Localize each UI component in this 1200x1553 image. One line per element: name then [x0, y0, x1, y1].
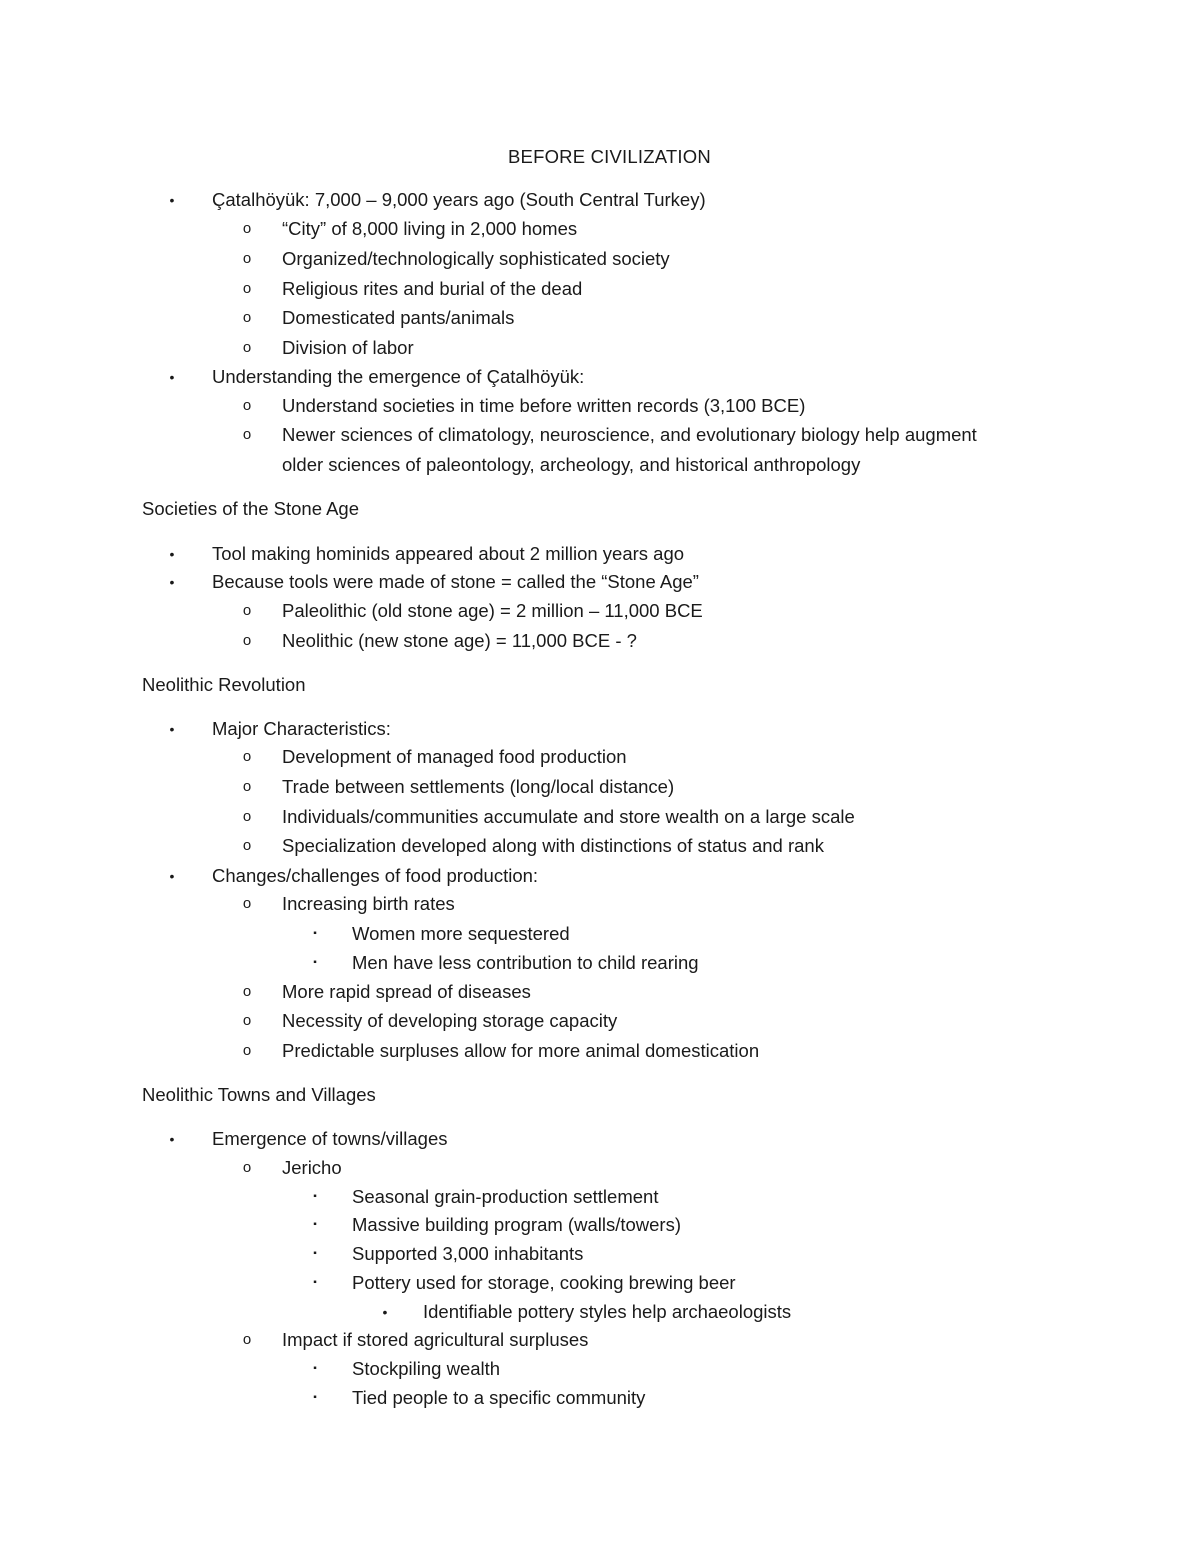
list-item-level2: Paleolithic (old stone age) = 2 million – 11,000 BCE: [282, 600, 703, 621]
list-item-level2: Necessity of developing storage capacity: [282, 1010, 618, 1031]
list-item-level3: Massive building program (walls/towers): [352, 1214, 681, 1235]
list-item-level2: Understand societies in time before written records (3,100 BCE): [282, 395, 806, 416]
list-marker-level2: o: [242, 808, 252, 825]
list-item-level3: Seasonal grain-production settlement: [352, 1186, 659, 1207]
list-item-level2: Division of labor: [282, 337, 414, 358]
list-item-level1: Emergence of towns/villages: [212, 1128, 448, 1149]
list-marker-level2: o: [242, 837, 252, 854]
list-marker-level1: •: [169, 1131, 175, 1147]
list-item-level1: Major Characteristics:: [212, 718, 391, 739]
list-item-level3: Pottery used for storage, cooking brewing beer: [352, 1272, 736, 1293]
list-marker-level3: ▪: [313, 1392, 317, 1403]
list-item-level1: Changes/challenges of food production:: [212, 865, 539, 886]
list-marker-level2: o: [242, 250, 252, 267]
list-marker-level2: o: [242, 983, 252, 1000]
list-item-level3: Tied people to a specific community: [352, 1387, 646, 1408]
list-item-level2: Newer sciences of climatology, neuroscience, and evolutionary biology help augment: [282, 424, 977, 445]
list-item-level2: Organized/technologically sophisticated society: [282, 248, 670, 269]
list-marker-level2: o: [242, 397, 252, 414]
list-marker-level2: o: [242, 1331, 252, 1348]
list-item-level3: Men have less contribution to child rearing: [352, 952, 699, 973]
list-marker-level2: o: [242, 778, 252, 795]
list-item-level2: Impact if stored agricultural surpluses: [282, 1329, 589, 1350]
list-marker-level3: ▪: [313, 1248, 317, 1259]
list-marker-level1: •: [169, 868, 175, 884]
section-heading: Societies of the Stone Age: [142, 498, 360, 519]
list-item-level2: Domesticated pants/animals: [282, 307, 515, 328]
list-item-level2: Predictable surpluses allow for more animal domestication: [282, 1040, 760, 1061]
section-heading: Neolithic Towns and Villages: [142, 1084, 376, 1105]
list-marker-level2: o: [242, 1042, 252, 1059]
list-marker-level1: •: [169, 192, 175, 208]
list-item-level2: Development of managed food production: [282, 746, 627, 767]
list-marker-level2: o: [242, 220, 252, 237]
list-marker-level2: o: [242, 426, 252, 443]
list-item-level1: Tool making hominids appeared about 2 million years ago: [212, 543, 685, 564]
list-marker-level1: •: [169, 546, 175, 562]
list-item-continuation: older sciences of paleontology, archeology, and historical anthropology: [282, 454, 861, 475]
list-item-level2: Individuals/communities accumulate and store wealth on a large scale: [282, 806, 855, 827]
list-marker-level1: •: [169, 721, 175, 737]
list-item-level2: Religious rites and burial of the dead: [282, 278, 583, 299]
list-item-level2: Specialization developed along with distinctions of status and rank: [282, 835, 824, 856]
document-title: BEFORE CIVILIZATION: [508, 146, 711, 167]
list-item-level2: “City” of 8,000 living in 2,000 homes: [282, 218, 578, 239]
list-marker-level2: o: [242, 1012, 252, 1029]
list-marker-level3: ▪: [313, 1277, 317, 1288]
list-item-level2: Trade between settlements (long/local distance): [282, 776, 675, 797]
list-marker-level2: o: [242, 602, 252, 619]
list-marker-level2: o: [242, 632, 252, 649]
list-marker-level2: o: [242, 309, 252, 326]
list-item-level1: Çatalhöyük: 7,000 – 9,000 years ago (South Central Turkey): [212, 189, 706, 210]
list-marker-level2: o: [242, 280, 252, 297]
list-marker-level3: ▪: [313, 1219, 317, 1230]
list-item-level2: Increasing birth rates: [282, 893, 455, 914]
list-marker-level3: ▪: [313, 957, 317, 968]
list-marker-level3: ▪: [313, 1363, 317, 1374]
list-item-level3: Supported 3,000 inhabitants: [352, 1243, 584, 1264]
list-marker-level1: •: [169, 574, 175, 590]
list-marker-level2: o: [242, 1159, 252, 1176]
list-marker-level3: ▪: [313, 1191, 317, 1202]
list-marker-level2: o: [242, 895, 252, 912]
list-marker-level3: ▪: [313, 928, 317, 939]
list-item-level2: Jericho: [282, 1157, 342, 1178]
list-item-level1: Because tools were made of stone = called the “Stone Age”: [212, 571, 699, 592]
list-item-level4: Identifiable pottery styles help archaeologists: [423, 1301, 792, 1322]
list-item-level3: Stockpiling wealth: [352, 1358, 501, 1379]
list-item-level1: Understanding the emergence of Çatalhöyük:: [212, 366, 585, 387]
section-heading: Neolithic Revolution: [142, 674, 306, 695]
list-item-level3: Women more sequestered: [352, 923, 570, 944]
list-marker-level1: •: [169, 369, 175, 385]
list-item-level2: More rapid spread of diseases: [282, 981, 531, 1002]
list-marker-level4: •: [382, 1304, 388, 1320]
list-item-level2: Neolithic (new stone age) = 11,000 BCE - ?: [282, 630, 637, 651]
list-marker-level2: o: [242, 748, 252, 765]
list-marker-level2: o: [242, 339, 252, 356]
